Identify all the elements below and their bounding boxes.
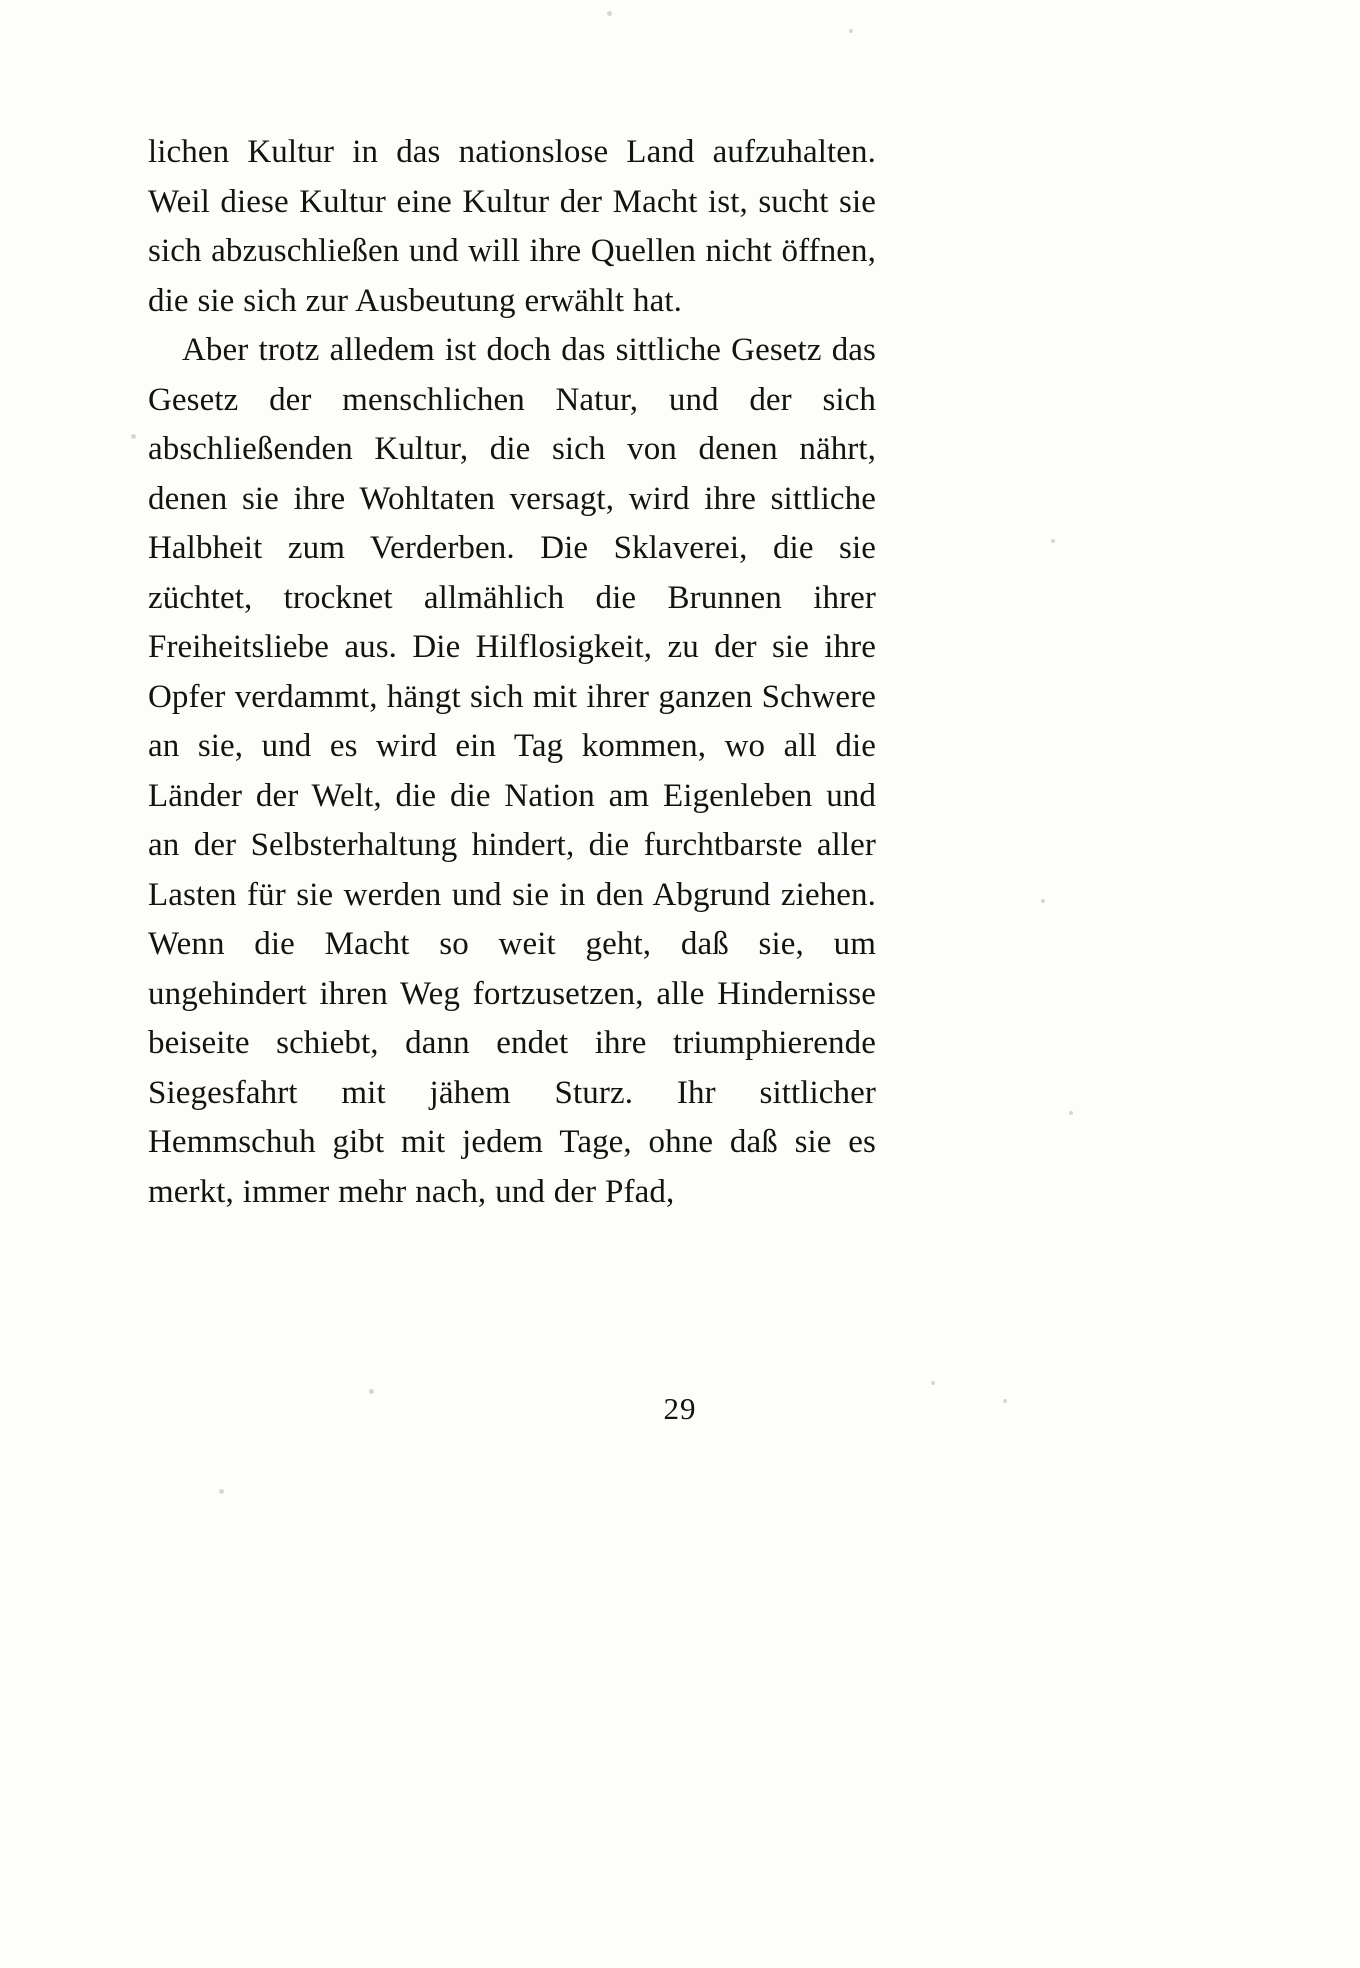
scan-speck [1069, 1111, 1073, 1115]
scan-speck [131, 434, 136, 439]
scan-speck [1041, 899, 1045, 903]
scan-speck [849, 29, 853, 33]
body-text [148, 128, 876, 1217]
scan-speck [219, 1489, 224, 1494]
scan-speck [1051, 539, 1055, 543]
scan-speck [607, 11, 612, 16]
scan-speck [931, 1381, 935, 1385]
paragraph-1: lichen Kultur in das nationslose Land aufzuhalten. Weil diese Kultur eine Kultur der Macht ist, sucht sie sich abzuschließen und will ihre Quellen nicht öffnen, die sie sich zur Ausbeutung erwählt hat. [148, 134, 876, 319]
paragraph-2: Aber trotz alledem ist doch das sittliche Gesetz das Gesetz der menschlichen Natur, und der sich abschließenden Kultur, die sich von denen nährt, denen sie ihre Wohltaten versagt, wird ihre sittliche Halbheit zum Verderben. Die Sklaverei, die sie züchtet, trocknet allmählich die Brunnen ihrer Freiheitsliebe aus. Die Hilflosigkeit, zu der sie ihre Opfer verdammt, hängt sich mit ihrer ganzen Schwere an sie, und es wird ein Tag kommen, wo all die Länder der Welt, die die Nation am Eigenleben und an der Selbsterhaltung hindert, die furchtbarste aller Lasten für sie werden und sie in den Abgrund ziehen. Wenn die Macht so weit geht, daß sie, um ungehindert ihren Weg fortzusetzen, alle Hindernisse beiseite schiebt, dann endet ihre triumphierende Siegesfahrt mit jähem Sturz. Ihr sittlicher Hemmschuh gibt mit jedem Tage, ohne daß sie es merkt, immer mehr nach, und der Pfad, [148, 332, 876, 1210]
page-number: 29 [663, 1391, 697, 1426]
